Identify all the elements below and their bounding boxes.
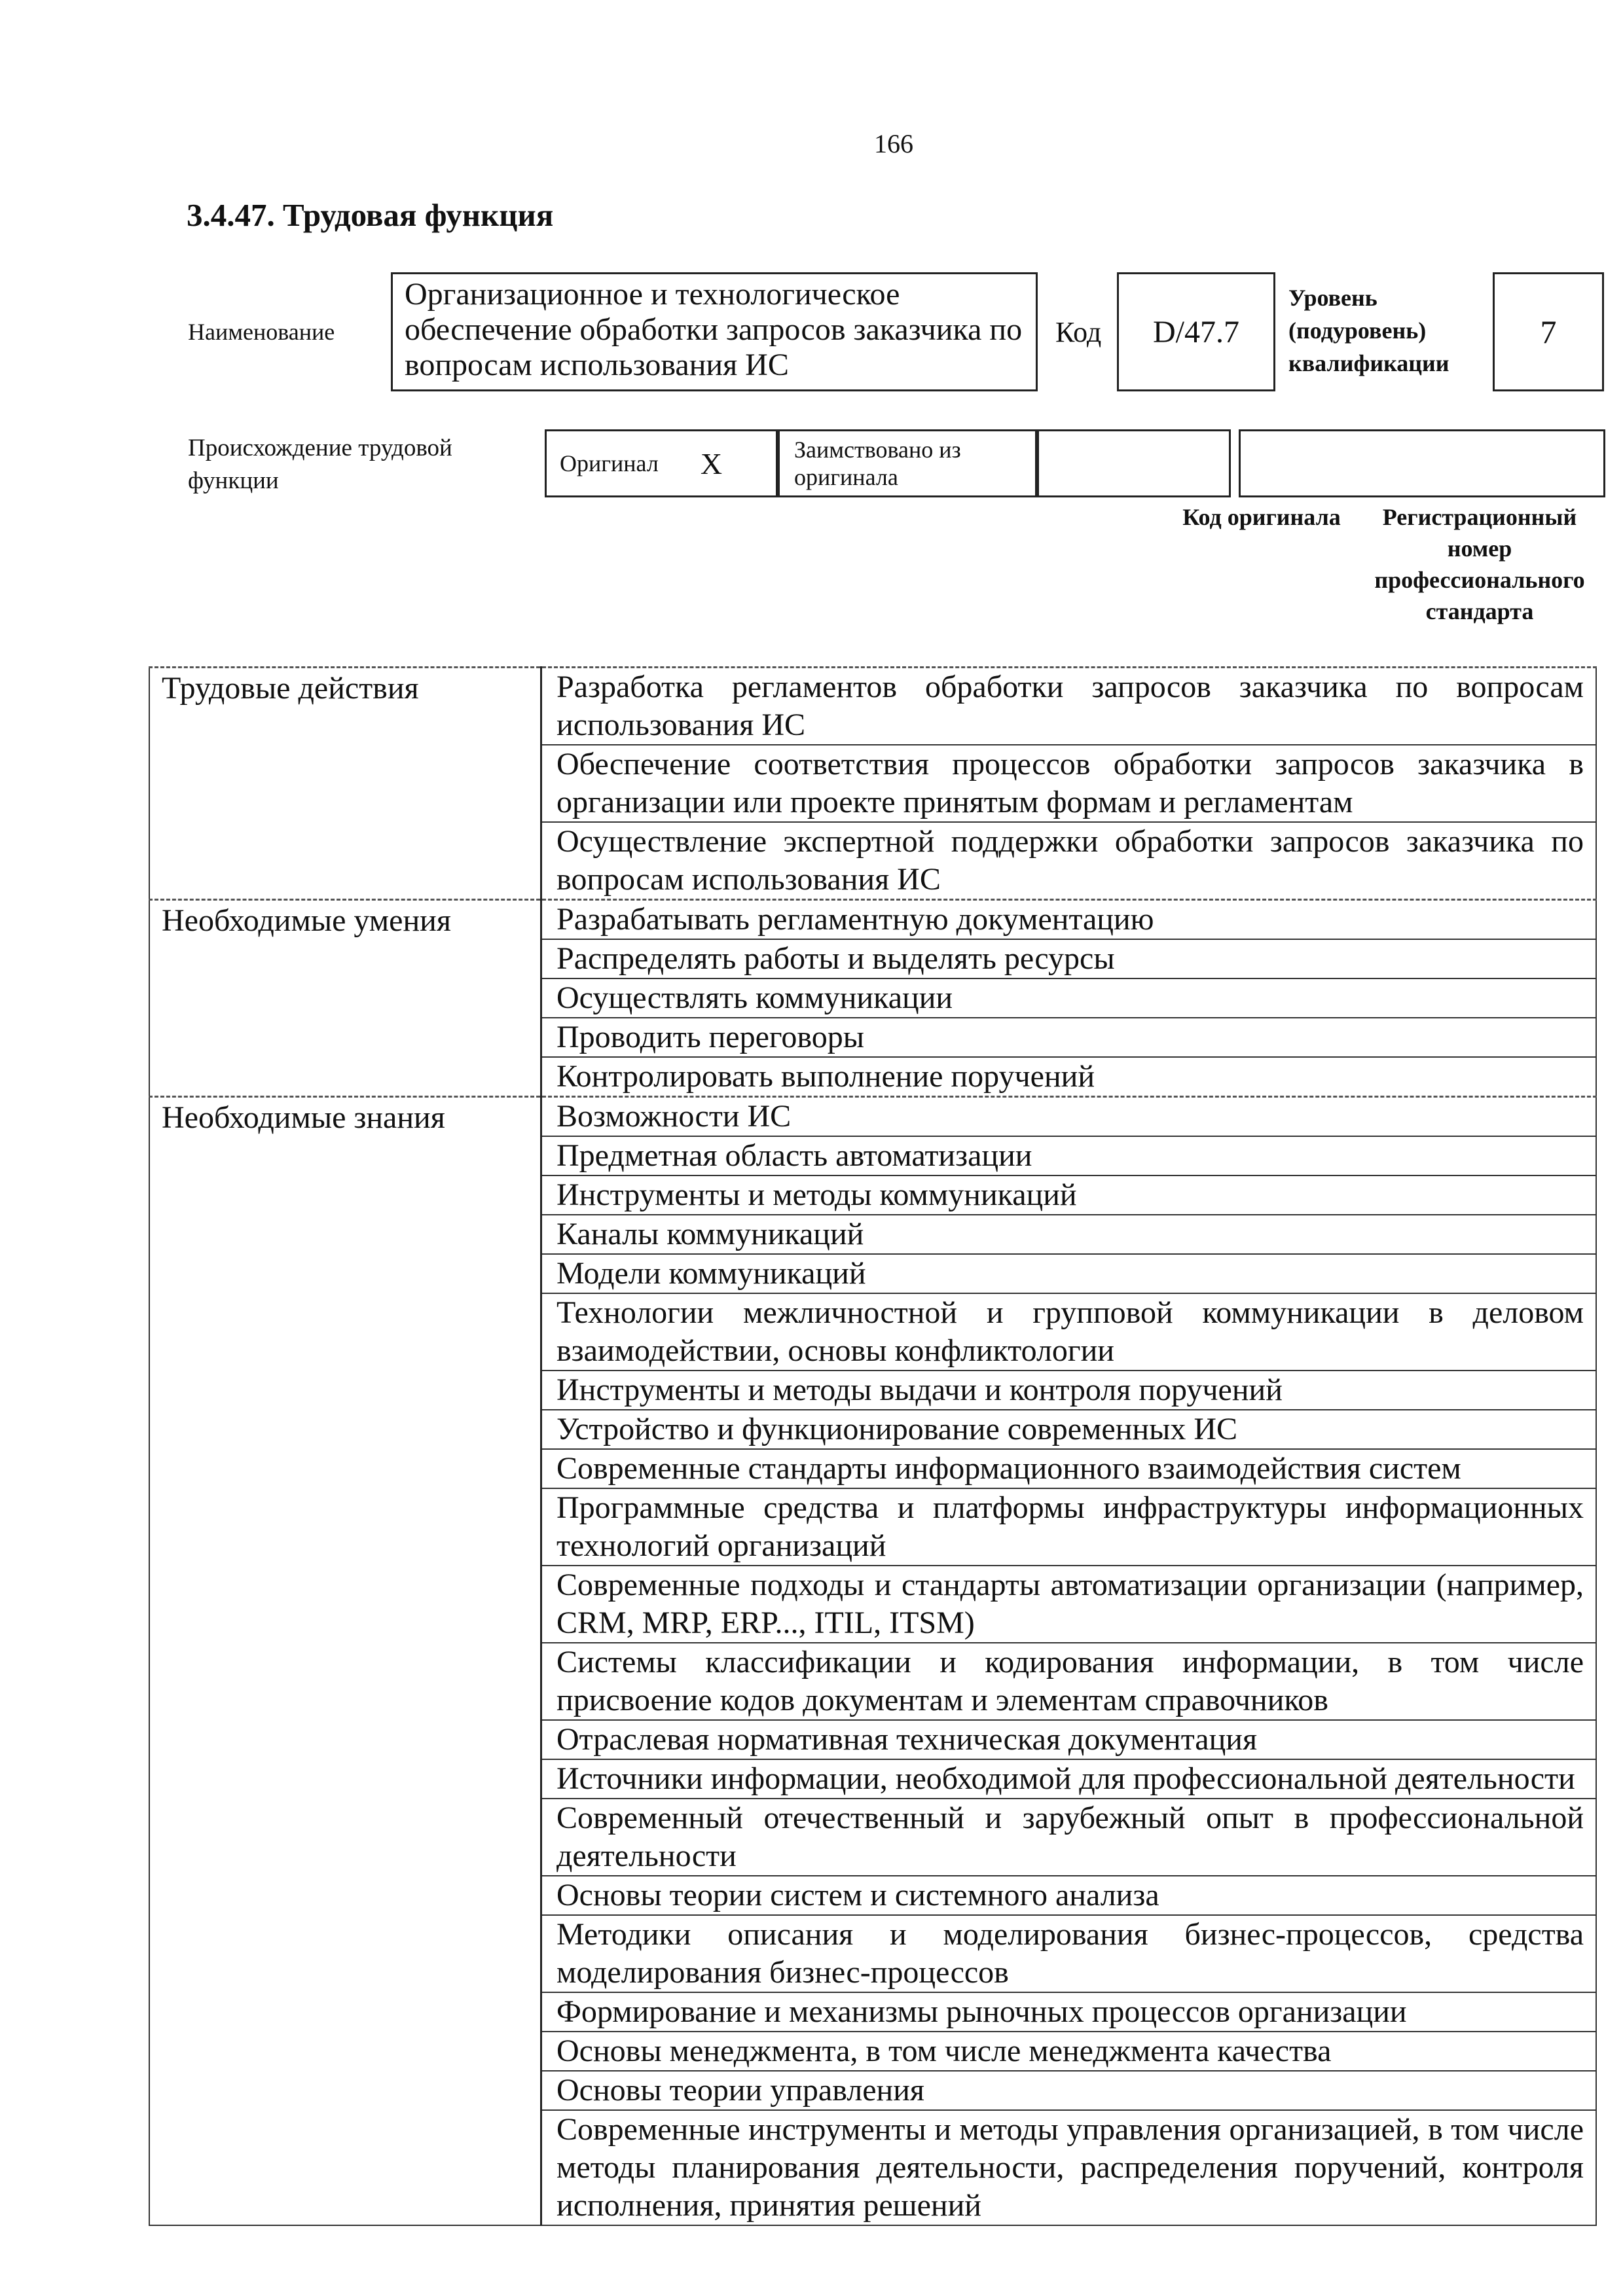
item-cell: Формирование и механизмы рыночных процессов организации — [541, 1992, 1597, 2032]
item-cell: Разработка регламентов обработки запросов заказчика по вопросам использования ИС — [541, 668, 1597, 745]
item-cell: Основы менеджмента, в том числе менеджмента качества — [541, 2032, 1597, 2071]
level-box: 7 — [1493, 272, 1604, 391]
level-label — [1288, 281, 1478, 380]
category-cell: Необходимые умения — [149, 900, 541, 1097]
item-cell: Отраслевая нормативная техническая документация — [541, 1720, 1597, 1759]
level-label-text: Уровень (подуровень) квалификации — [1288, 285, 1450, 376]
code-label: Код — [1055, 316, 1102, 348]
borrowed-label: Заимствовано из оригинала — [794, 437, 961, 490]
item-cell: Инструменты и методы коммуникаций — [541, 1175, 1597, 1215]
function-name-box: Организационное и технологическое обеспечение обработки запросов заказчика по вопросам использования ИС — [391, 272, 1038, 391]
item-cell: Проводить переговоры — [541, 1018, 1597, 1057]
item-cell: Распределять работы и выделять ресурсы — [541, 939, 1597, 978]
page-number: 166 — [874, 129, 913, 158]
item-cell: Возможности ИС — [541, 1097, 1597, 1137]
category-cell: Трудовые действия — [149, 668, 541, 900]
code-original-label: Код оригинала — [1182, 504, 1341, 530]
origin-original-cell — [545, 429, 778, 497]
category-cell: Необходимые знания — [149, 1097, 541, 2226]
code-original-cell — [1037, 429, 1231, 497]
item-cell: Осуществление экспертной поддержки обработки запросов заказчика по вопросам использования ИС — [541, 822, 1597, 900]
item-cell: Основы теории управления — [541, 2071, 1597, 2110]
item-cell: Технологии межличностной и групповой коммуникации в деловом взаимодействии, основы конфликтологии — [541, 1293, 1597, 1371]
function-table-body — [149, 668, 1596, 2226]
item-cell: Программные средства и платформы инфраструктуры информационных технологий организаций — [541, 1488, 1597, 1566]
table-row — [149, 900, 1596, 940]
item-cell: Обеспечение соответствия процессов обработки запросов заказчика в организации или проекте принятым формам и регламентам — [541, 745, 1597, 822]
section-title: 3.4.47. Трудовая функция — [187, 197, 554, 233]
item-cell: Предметная область автоматизации — [541, 1136, 1597, 1175]
item-cell: Устройство и функционирование современных ИС — [541, 1410, 1597, 1449]
item-cell: Контролировать выполнение поручений — [541, 1057, 1597, 1097]
item-cell: Каналы коммуникаций — [541, 1215, 1597, 1254]
item-cell: Современные инструменты и методы управления организацией, в том числе методы планирования деятельности, распределения поручений, контроля исполнения, принятия решений — [541, 2110, 1597, 2225]
origin-borrowed-cell — [778, 429, 1037, 497]
item-cell: Источники информации, необходимой для профессиональной деятельности — [541, 1759, 1597, 1799]
item-cell: Разрабатывать регламентную документацию — [541, 900, 1597, 940]
item-cell: Системы классификации и кодирования информации, в том числе присвоение кодов документам и элементам справочников — [541, 1643, 1597, 1720]
code-box: D/47.7 — [1117, 272, 1275, 391]
item-cell: Современные стандарты информационного взаимодействия систем — [541, 1449, 1597, 1488]
original-label: Оригинал — [560, 450, 659, 476]
table-row — [149, 668, 1596, 745]
original-mark: X — [700, 446, 723, 480]
origin-row — [545, 429, 1605, 497]
item-cell: Модели коммуникаций — [541, 1254, 1597, 1293]
item-cell: Осуществлять коммуникации — [541, 978, 1597, 1018]
origin-label: Происхождение трудовой функции — [188, 435, 452, 494]
item-cell: Современные подходы и стандарты автоматизации организации (например, CRM, MRP, ERP..., ITIL, ITSM) — [541, 1566, 1597, 1643]
item-cell: Инструменты и методы выдачи и контроля поручений — [541, 1371, 1597, 1410]
item-cell: Основы теории систем и системного анализа — [541, 1876, 1597, 1915]
item-cell: Современный отечественный и зарубежный опыт в профессиональной деятельности — [541, 1799, 1597, 1876]
name-label: Наименование — [188, 319, 335, 345]
reg-number-cell — [1239, 429, 1605, 497]
table-row — [149, 1097, 1596, 1137]
function-table — [149, 666, 1597, 2226]
reg-number-label: Регистрационный номер профессионального стандарта — [1374, 504, 1585, 624]
item-cell: Методики описания и моделирования бизнес-процессов, средства моделирования бизнес-процессов — [541, 1915, 1597, 1992]
